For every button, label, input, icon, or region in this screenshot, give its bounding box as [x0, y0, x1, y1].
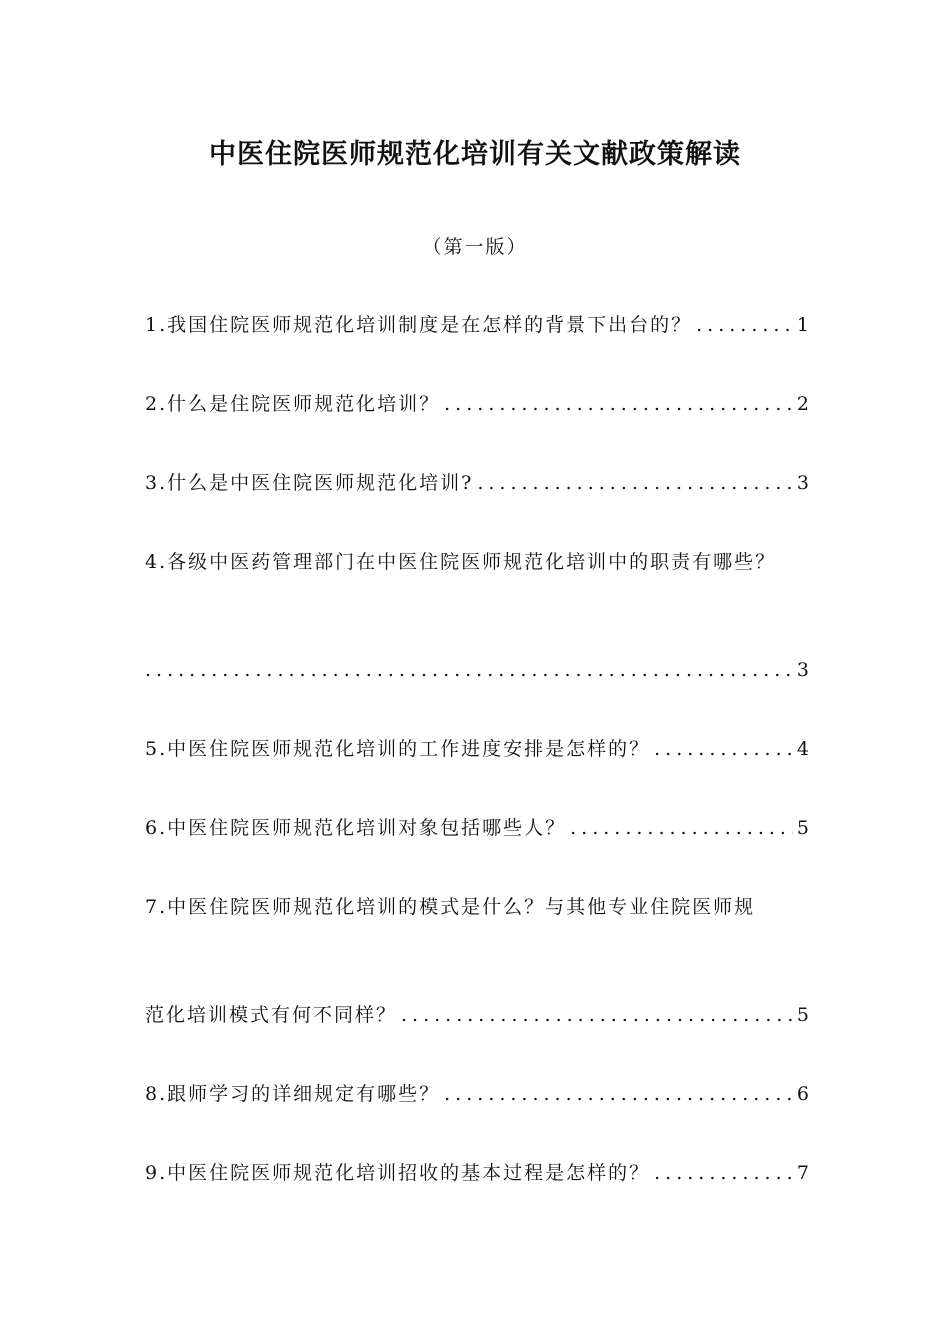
toc-entry-text: 6.中医住院医师规范化培训对象包括哪些人？	[145, 817, 567, 839]
toc-page-number: 7	[796, 1162, 809, 1184]
toc-leader-dots	[654, 736, 793, 762]
toc-entry-8[interactable]	[145, 1081, 809, 1107]
toc-entry-text: 2.什么是住院医师规范化培训？	[145, 393, 441, 415]
toc-entry-1[interactable]	[145, 312, 809, 338]
toc-leader-dots	[401, 1002, 793, 1028]
toc-entry-text: 9.中医住院医师规范化培训招收的基本过程是怎样的？	[145, 1162, 651, 1184]
toc-entry-text: 4.各级中医药管理部门在中医住院医师规范化培训中的职责有哪些？	[145, 551, 777, 573]
toc-leader-dots	[145, 657, 793, 683]
toc-page-number: 5	[796, 1004, 809, 1026]
toc-page-number: 2	[796, 393, 809, 415]
toc-leader-dots	[444, 1081, 793, 1107]
toc-page-number: 4	[796, 738, 809, 760]
toc-entry-2[interactable]	[145, 391, 809, 417]
toc-page-number: 6	[796, 1083, 809, 1105]
toc-entry-7-continued[interactable]	[145, 1002, 809, 1028]
edition-label: （第一版）	[422, 236, 528, 258]
toc-leader-dots	[654, 1160, 793, 1186]
toc-entry-text: 8.跟师学习的详细规定有哪些？	[145, 1083, 441, 1105]
document-title: 中医住院医师规范化培训有关文献政策解读	[209, 139, 741, 170]
toc-entry-6[interactable]	[145, 815, 809, 841]
toc-page-number: 3	[796, 659, 809, 681]
toc-leader-dots	[444, 391, 793, 417]
toc-leader-dots	[696, 312, 793, 338]
toc-page-number: 1	[796, 314, 809, 336]
toc-entry-5[interactable]	[145, 736, 809, 762]
toc-page-number: 3	[796, 472, 809, 494]
toc-entry-4[interactable]	[145, 549, 809, 575]
toc-entry-9[interactable]	[145, 1160, 809, 1186]
toc-entry-text: 3.什么是中医住院医师规范化培训?	[145, 472, 474, 494]
toc-entry-4-continued[interactable]	[145, 657, 809, 683]
toc-entry-7[interactable]	[145, 894, 809, 920]
toc-leader-dots	[477, 470, 793, 496]
toc-entry-text: 1.我国住院医师规范化培训制度是在怎样的背景下出台的？	[145, 314, 693, 336]
toc-entry-text: 范化培训模式有何不同样？	[145, 1004, 398, 1026]
toc-leader-dots	[570, 815, 793, 841]
toc-page-number: 5	[796, 817, 809, 839]
toc-entry-3[interactable]	[145, 470, 809, 496]
toc-entry-text: 5.中医住院医师规范化培训的工作进度安排是怎样的？	[145, 738, 651, 760]
toc-entry-text: 7.中医住院医师规范化培训的模式是什么？与其他专业住院医师规	[145, 896, 756, 918]
